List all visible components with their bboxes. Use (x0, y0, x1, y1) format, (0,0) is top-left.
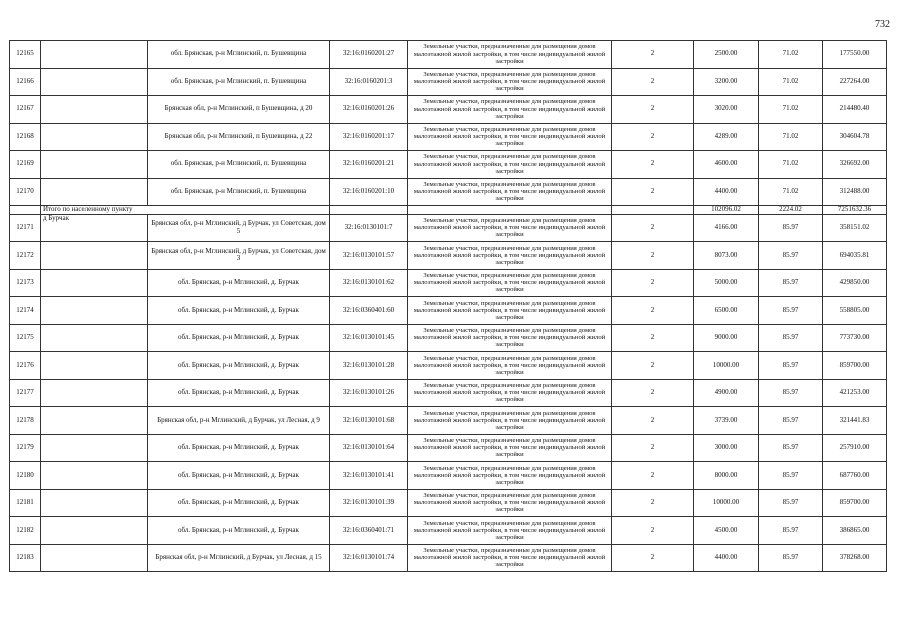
row-number-cell: 12177 (10, 379, 41, 407)
address-cell: Брянская обл, р-н Мглинский, п Бушевщина, д 20 (148, 96, 330, 124)
area-cell: 4400.00 (694, 544, 759, 572)
area-cell: 10000.00 (694, 352, 759, 380)
unit-price-cell: 71.02 (759, 68, 823, 96)
cadastral-number-cell: 32:16:0360401:71 (330, 517, 408, 545)
unit-price-cell: 85.97 (759, 434, 823, 462)
unit-price-cell: 85.97 (759, 269, 823, 297)
table-row (10, 489, 887, 517)
settlement-cell (41, 242, 148, 270)
settlement-cell (41, 379, 148, 407)
cadastral-number-cell: 32:16:0130101:57 (330, 242, 408, 270)
cadastral-value-cell: 558805.00 (823, 297, 887, 325)
address-cell: обл. Брянская, р-н Мглинский, п. Бушевщина (148, 151, 330, 179)
table-row (10, 68, 887, 96)
row-number-cell: 12167 (10, 96, 41, 124)
permitted-use-cell: Земельные участки, предназначенные для размещения домов малоэтажной жилой застройки, в том числе индивидуальной жилой застройки (408, 407, 612, 435)
address-cell: Брянская обл, р-н Мглинский, д Бурчак, ул Лесная, д 15 (148, 544, 330, 572)
settlement-cell (41, 178, 148, 206)
cadastral-value-cell: 859700.00 (823, 352, 887, 380)
permitted-use-cell: Земельные участки, предназначенные для размещения домов малоэтажной жилой застройки, в том числе индивидуальной жилой застройки (408, 434, 612, 462)
subtotal-label: Итого по населенному пункту (41, 206, 330, 215)
row-number-cell: 12178 (10, 407, 41, 435)
category-cell: 2 (612, 489, 694, 517)
table-row (10, 214, 887, 242)
subtotal-value: 7251632.36 (823, 206, 887, 215)
cadastral-value-cell: 859700.00 (823, 489, 887, 517)
area-cell: 4166.00 (694, 214, 759, 242)
area-cell: 4900.00 (694, 379, 759, 407)
category-cell: 2 (612, 123, 694, 151)
table-row (10, 407, 887, 435)
area-cell: 3739.00 (694, 407, 759, 435)
unit-price-cell: 71.02 (759, 41, 823, 69)
permitted-use-cell: Земельные участки, предназначенные для размещения домов малоэтажной жилой застройки, в том числе индивидуальной жилой застройки (408, 462, 612, 490)
address-cell: обл. Брянская, р-н Мглинский, д. Бурчак (148, 352, 330, 380)
settlement-cell (41, 123, 148, 151)
permitted-use-cell: Земельные участки, предназначенные для размещения домов малоэтажной жилой застройки, в том числе индивидуальной жилой застройки (408, 517, 612, 545)
row-number-cell: 12179 (10, 434, 41, 462)
permitted-use-cell: Земельные участки, предназначенные для размещения домов малоэтажной жилой застройки, в том числе индивидуальной жилой застройки (408, 68, 612, 96)
unit-price-cell: 85.97 (759, 489, 823, 517)
cadastral-number-cell: 32:16:0130101:39 (330, 489, 408, 517)
cadastral-value-cell: 312488.00 (823, 178, 887, 206)
area-cell: 4500.00 (694, 517, 759, 545)
cadastral-value-cell: 687760.00 (823, 462, 887, 490)
settlement-cell (41, 517, 148, 545)
unit-price-cell: 85.97 (759, 379, 823, 407)
row-number-cell: 12176 (10, 352, 41, 380)
cadastral-number-cell: 32:16:0160201:27 (330, 41, 408, 69)
cadastral-number-cell: 32:16:0360401:60 (330, 297, 408, 325)
cadastral-value-cell: 429850.00 (823, 269, 887, 297)
cadastral-number-cell: 32:16:0130101:28 (330, 352, 408, 380)
category-cell: 2 (612, 96, 694, 124)
category-cell: 2 (612, 352, 694, 380)
settlement-cell (41, 68, 148, 96)
row-number-cell: 12170 (10, 178, 41, 206)
settlement-cell (41, 407, 148, 435)
area-cell: 6500.00 (694, 297, 759, 325)
category-cell: 2 (612, 462, 694, 490)
unit-price-cell: 71.02 (759, 151, 823, 179)
cadastral-value-cell: 304604.78 (823, 123, 887, 151)
permitted-use-cell: Земельные участки, предназначенные для размещения домов малоэтажной жилой застройки, в том числе индивидуальной жилой застройки (408, 41, 612, 69)
area-cell: 4289.00 (694, 123, 759, 151)
settlement-cell (41, 544, 148, 572)
address-cell: обл. Брянская, р-н Мглинский, п. Бушевщина (148, 68, 330, 96)
permitted-use-cell: Земельные участки, предназначенные для размещения домов малоэтажной жилой застройки, в том числе индивидуальной жилой застройки (408, 269, 612, 297)
address-cell: обл. Брянская, р-н Мглинский, д. Бурчак (148, 379, 330, 407)
row-number-cell: 12172 (10, 242, 41, 270)
land-registry-table (9, 40, 887, 572)
unit-price-cell: 71.02 (759, 123, 823, 151)
cadastral-value-cell: 257910.00 (823, 434, 887, 462)
table-row (10, 379, 887, 407)
cadastral-value-cell: 214480.40 (823, 96, 887, 124)
subtotal-price: 2224.02 (759, 206, 823, 215)
category-cell: 2 (612, 324, 694, 352)
category-cell: 2 (612, 434, 694, 462)
category-cell: 2 (612, 68, 694, 96)
table-row (10, 462, 887, 490)
cadastral-value-cell: 773730.00 (823, 324, 887, 352)
page-number: 732 (875, 19, 890, 30)
area-cell: 3000.00 (694, 434, 759, 462)
row-number-cell: 12175 (10, 324, 41, 352)
cadastral-number-cell: 32:16:0160201:21 (330, 151, 408, 179)
cadastral-number-cell: 32:16:0130101:45 (330, 324, 408, 352)
permitted-use-cell: Земельные участки, предназначенные для размещения домов малоэтажной жилой застройки, в том числе индивидуальной жилой застройки (408, 178, 612, 206)
cadastral-number-cell: 32:16:0130101:64 (330, 434, 408, 462)
area-cell: 4600.00 (694, 151, 759, 179)
category-cell: 2 (612, 517, 694, 545)
area-cell: 4400.00 (694, 178, 759, 206)
cadastral-number-cell: 32:16:0160201:3 (330, 68, 408, 96)
cadastral-number-cell: 32:16:0160201:10 (330, 178, 408, 206)
settlement-cell (41, 352, 148, 380)
unit-price-cell: 85.97 (759, 242, 823, 270)
address-cell: обл. Брянская, р-н Мглинский, д. Бурчак (148, 324, 330, 352)
table-row (10, 178, 887, 206)
category-cell: 2 (612, 269, 694, 297)
area-cell: 5000.00 (694, 269, 759, 297)
settlement-cell (41, 489, 148, 517)
row-number-cell: 12174 (10, 297, 41, 325)
unit-price-cell: 85.97 (759, 462, 823, 490)
table-row (10, 352, 887, 380)
row-number-cell: 12169 (10, 151, 41, 179)
row-number-cell: 12181 (10, 489, 41, 517)
unit-price-cell: 85.97 (759, 407, 823, 435)
address-cell: обл. Брянская, р-н Мглинский, п. Бушевщина (148, 178, 330, 206)
settlement-cell (41, 434, 148, 462)
cadastral-value-cell: 321441.83 (823, 407, 887, 435)
settlement-cell (41, 41, 148, 69)
category-cell: 2 (612, 544, 694, 572)
table-row (10, 434, 887, 462)
cadastral-number-cell: 32:16:0160201:26 (330, 96, 408, 124)
settlement-cell (41, 462, 148, 490)
permitted-use-cell: Земельные участки, предназначенные для размещения домов малоэтажной жилой застройки, в том числе индивидуальной жилой застройки (408, 324, 612, 352)
subtotal-empty-cell (408, 206, 612, 215)
unit-price-cell: 85.97 (759, 517, 823, 545)
settlement-cell (41, 324, 148, 352)
cadastral-number-cell: 32:16:0160201:17 (330, 123, 408, 151)
category-cell: 2 (612, 178, 694, 206)
area-cell: 3020.00 (694, 96, 759, 124)
permitted-use-cell: Земельные участки, предназначенные для размещения домов малоэтажной жилой застройки, в том числе индивидуальной жилой застройки (408, 96, 612, 124)
table-row (10, 96, 887, 124)
table-row (10, 242, 887, 270)
unit-price-cell: 85.97 (759, 297, 823, 325)
cadastral-number-cell: 32:16:0130101:26 (330, 379, 408, 407)
cadastral-value-cell: 386865.00 (823, 517, 887, 545)
category-cell: 2 (612, 379, 694, 407)
unit-price-cell: 85.97 (759, 214, 823, 242)
address-cell: Брянская обл, р-н Мглинский, д Бурчак, ул Советская, дом 5 (148, 214, 330, 242)
area-cell: 10000.00 (694, 489, 759, 517)
settlement-cell (41, 297, 148, 325)
table-row (10, 297, 887, 325)
row-number-cell: 12166 (10, 68, 41, 96)
address-cell: обл. Брянская, р-н Мглинский, д. Бурчак (148, 297, 330, 325)
category-cell: 2 (612, 151, 694, 179)
permitted-use-cell: Земельные участки, предназначенные для размещения домов малоэтажной жилой застройки, в том числе индивидуальной жилой застройки (408, 297, 612, 325)
row-number-cell: 12182 (10, 517, 41, 545)
address-cell: Брянская обл, р-н Мглинский, п Бушевщина, д 22 (148, 123, 330, 151)
unit-price-cell: 85.97 (759, 324, 823, 352)
address-cell: Брянская обл, р-н Мглинский, д Бурчак, ул Советская, дом 3 (148, 242, 330, 270)
cadastral-value-cell: 421253.00 (823, 379, 887, 407)
cadastral-number-cell: 32:16:0130101:74 (330, 544, 408, 572)
cadastral-value-cell: 177550.00 (823, 41, 887, 69)
address-cell: обл. Брянская, р-н Мглинский, п. Бушевщина (148, 41, 330, 69)
address-cell: обл. Брянская, р-н Мглинский, д. Бурчак (148, 517, 330, 545)
cadastral-value-cell: 326692.00 (823, 151, 887, 179)
settlement-cell: д Бурчак (41, 214, 148, 242)
cadastral-value-cell: 694035.81 (823, 242, 887, 270)
address-cell: обл. Брянская, р-н Мглинский, д. Бурчак (148, 434, 330, 462)
subtotal-area: 102096.02 (694, 206, 759, 215)
table-row (10, 269, 887, 297)
cadastral-value-cell: 378268.00 (823, 544, 887, 572)
address-cell: обл. Брянская, р-н Мглинский, д. Бурчак (148, 462, 330, 490)
row-number-cell: 12168 (10, 123, 41, 151)
cadastral-number-cell: 32:16:0130101:41 (330, 462, 408, 490)
table-row (10, 151, 887, 179)
permitted-use-cell: Земельные участки, предназначенные для размещения домов малоэтажной жилой застройки, в том числе индивидуальной жилой застройки (408, 379, 612, 407)
table-row (10, 41, 887, 69)
row-number-cell: 12180 (10, 462, 41, 490)
category-cell: 2 (612, 297, 694, 325)
permitted-use-cell: Земельные участки, предназначенные для размещения домов малоэтажной жилой застройки, в том числе индивидуальной жилой застройки (408, 489, 612, 517)
cadastral-number-cell: 32:16:0130101:7 (330, 214, 408, 242)
category-cell: 2 (612, 214, 694, 242)
area-cell: 9000.00 (694, 324, 759, 352)
settlement-cell (41, 151, 148, 179)
unit-price-cell: 85.97 (759, 352, 823, 380)
permitted-use-cell: Земельные участки, предназначенные для размещения домов малоэтажной жилой застройки, в том числе индивидуальной жилой застройки (408, 352, 612, 380)
category-cell: 2 (612, 407, 694, 435)
area-cell: 3200.00 (694, 68, 759, 96)
subtotal-empty-cell (612, 206, 694, 215)
category-cell: 2 (612, 242, 694, 270)
address-cell: обл. Брянская, р-н Мглинский, д. Бурчак (148, 269, 330, 297)
permitted-use-cell: Земельные участки, предназначенные для размещения домов малоэтажной жилой застройки, в том числе индивидуальной жилой застройки (408, 123, 612, 151)
area-cell: 8000.00 (694, 462, 759, 490)
subtotal-empty-cell (330, 206, 408, 215)
area-cell: 8073.00 (694, 242, 759, 270)
table-row (10, 517, 887, 545)
permitted-use-cell: Земельные участки, предназначенные для размещения домов малоэтажной жилой застройки, в том числе индивидуальной жилой застройки (408, 544, 612, 572)
unit-price-cell: 85.97 (759, 544, 823, 572)
cadastral-value-cell: 358151.02 (823, 214, 887, 242)
table-body (10, 41, 887, 572)
cadastral-number-cell: 32:16:0130101:68 (330, 407, 408, 435)
row-number-cell: 12165 (10, 41, 41, 69)
unit-price-cell: 71.02 (759, 178, 823, 206)
table-row (10, 544, 887, 572)
settlement-cell (41, 269, 148, 297)
area-cell: 2500.00 (694, 41, 759, 69)
cadastral-number-cell: 32:16:0130101:62 (330, 269, 408, 297)
cadastral-value-cell: 227264.00 (823, 68, 887, 96)
row-number-cell: 12183 (10, 544, 41, 572)
table-row (10, 123, 887, 151)
address-cell: Брянская обл, р-н Мглинский, д Бурчак, ул Лесная, д 9 (148, 407, 330, 435)
category-cell: 2 (612, 41, 694, 69)
settlement-cell (41, 96, 148, 124)
permitted-use-cell: Земельные участки, предназначенные для размещения домов малоэтажной жилой застройки, в том числе индивидуальной жилой застройки (408, 214, 612, 242)
table-row (10, 324, 887, 352)
permitted-use-cell: Земельные участки, предназначенные для размещения домов малоэтажной жилой застройки, в том числе индивидуальной жилой застройки (408, 151, 612, 179)
subtotal-empty-cell (10, 206, 41, 215)
unit-price-cell: 71.02 (759, 96, 823, 124)
permitted-use-cell: Земельные участки, предназначенные для размещения домов малоэтажной жилой застройки, в том числе индивидуальной жилой застройки (408, 242, 612, 270)
row-number-cell: 12173 (10, 269, 41, 297)
subtotal-row (10, 206, 887, 215)
address-cell: обл. Брянская, р-н Мглинский, д. Бурчак (148, 489, 330, 517)
row-number-cell: 12171 (10, 214, 41, 242)
